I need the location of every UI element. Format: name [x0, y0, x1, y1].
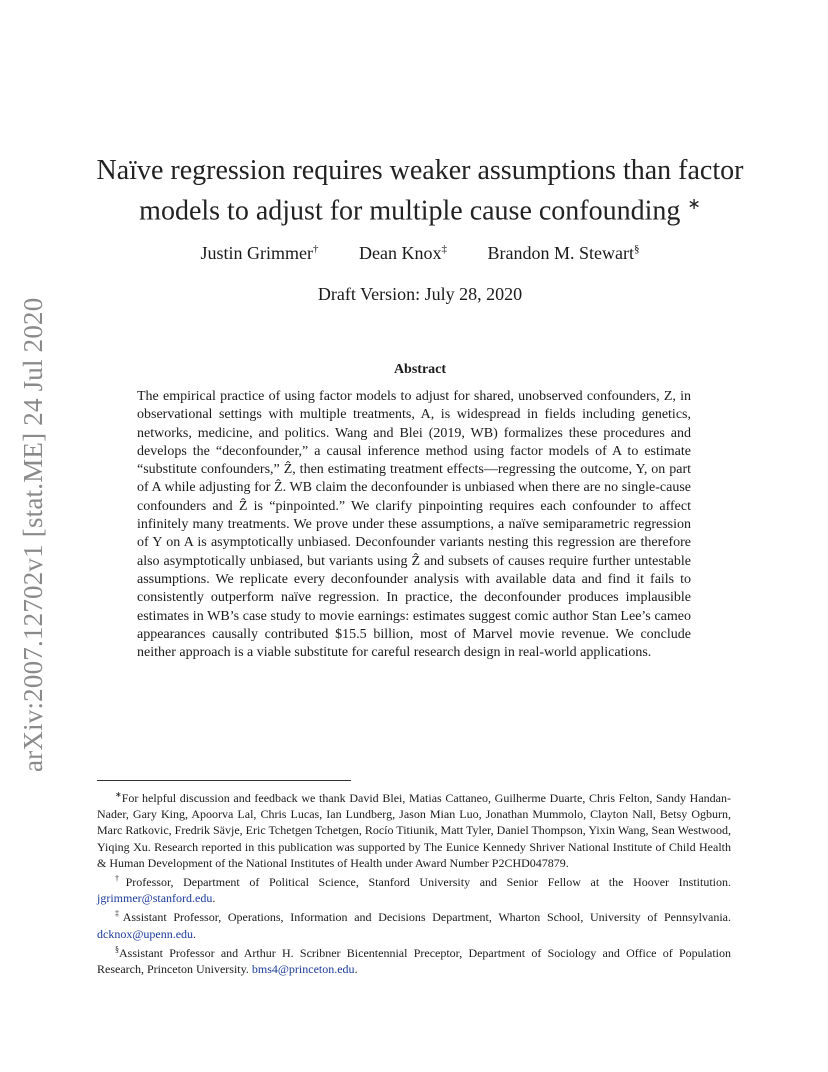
arxiv-stamp: arXiv:2007.12702v1 [stat.ME] 24 Jul 2020	[18, 297, 48, 772]
abstract-heading: Abstract	[393, 362, 447, 377]
footnote-knox: ‡Assistant Professor, Operations, Information and Decisions Department, Wharton School, University of Pennsylvania. dcknox@upenn.edu.	[97, 909, 731, 941]
draft-version: Draft Version: July 28, 2020	[317, 284, 523, 304]
title-text: Naïve regression requires weaker assumptions than factor models to adjust for multiple cause confounding	[96, 155, 744, 227]
email-link-grimmer[interactable]: jgrimmer@stanford.edu	[97, 891, 213, 906]
author-grimmer: Justin Grimmer†	[200, 243, 319, 263]
email-link-stewart[interactable]: bms4@princeton.edu	[251, 962, 355, 977]
abstract-body	[137, 388, 691, 662]
abstract-text: The empirical practice of using factor models to adjust for shared, unobserved confounders, Z, in observational settings with multiple treatments, A, is widespread in fields including genetics, networks, medicine, and politics. Wang and Blei (2019, WB) formalizes these procedures and develops the “deconfounder,” a causal inference method using factor models of A to estimate “substitute confounders,” Ẑ, then estimating treatment effects—regressing the outcome, Y, on part of A while adjusting for Ẑ. WB claim the deconfounder is unbiased when there are no single-cause confounders and Ẑ is “pinpointed.” We clarify pinpointing requires each confounder to affect infinitely many treatments. We prove under these assumptions, a naïve semiparametric regression of Y on A is asymptotically unbiased. Deconfounder variants nesting this regression are therefore also asymptotically unbiased, but variants using Ẑ and subsets of causes require further untestable assumptions. We replicate every deconfounder analysis with available data and find it fails to consistently outperform naïve regression. In practice, the deconfounder produces implausible estimates in WB’s case study to movie earnings: estimates suggest comic author Stan Lee’s cameo appearances causally contributed $15.5 billion, most of Marvel movie revenue. We conclude neither approach is a viable substitute for careful research design in real-world applications.	[137, 389, 691, 661]
footnote-rule	[97, 780, 351, 781]
footnotes	[97, 787, 731, 977]
title-footnote-mark: ∗	[687, 196, 701, 213]
author-stewart: Brandon M. Stewart§	[487, 243, 640, 263]
paper-title	[90, 154, 750, 228]
footnote-acknowledgements: ∗For helpful discussion and feedback we thank David Blei, Matias Cattaneo, Guilherme Duarte, Chris Felton, Sandy Handan-Nader, Gary King, Apoorva Lal, Chris Lucas, Ian Lundberg, Jason Mian Luo, Jonathan Mummolo, Clayton Nall, Betsy Ogburn, Marc Ratkovic, Fredrik Sävje, Eric Tchetgen Tchetgen, Rocío Titiunik, Matt Tyler, Daniel Thompson, Yixin Wang, Sean Westwood, Yiqing Xu. Research reported in this publication was supported by The Eunice Kennedy Shriver National Institute of Child Health & Human Development of the National Institutes of Health under Award Number P2CHD047879.	[97, 790, 731, 870]
footnote-stewart: §Assistant Professor and Arthur H. Scribner Bicentennial Preceptor, Department of Sociology and Office of Population Research, Princeton University. bms4@princeton.edu.	[97, 944, 731, 977]
email-link-knox[interactable]: dcknox@upenn.edu	[97, 926, 194, 941]
author-list	[90, 243, 750, 264]
author-knox: Dean Knox‡	[359, 243, 447, 263]
footnote-grimmer: †Professor, Department of Political Science, Stanford University and Senior Fellow at the Hoover Institution. jgrimmer@stanford.edu.	[97, 874, 732, 906]
